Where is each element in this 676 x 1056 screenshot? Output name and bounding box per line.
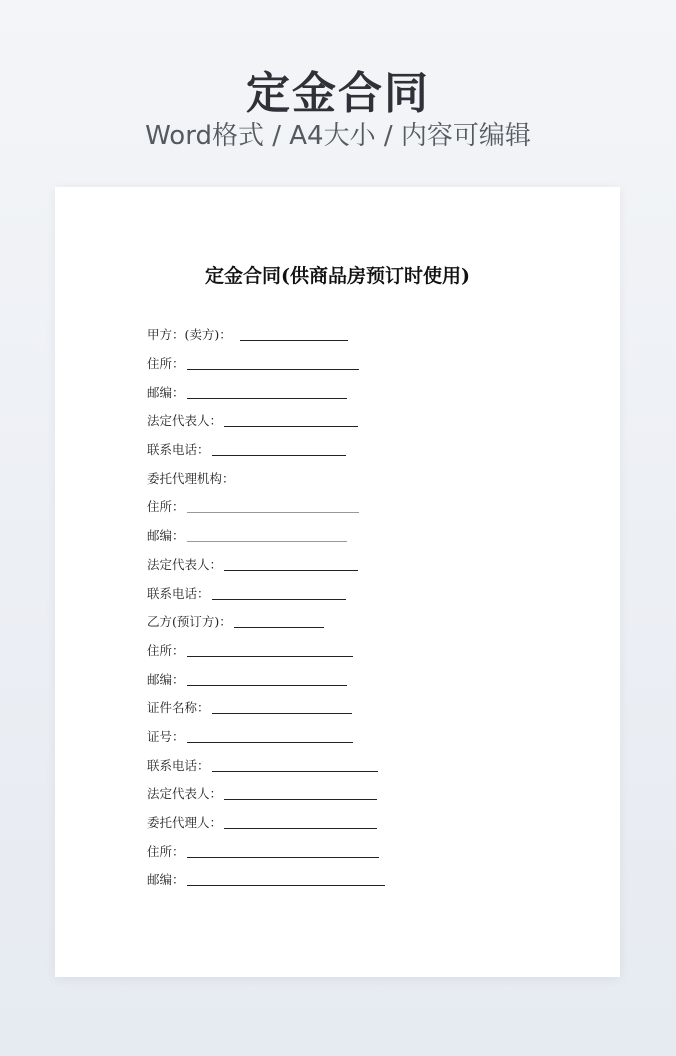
blank-line[interactable] [187,729,353,743]
field-party-a-address [147,349,385,378]
field-party-b-id-number [147,722,385,751]
document-page [55,187,620,977]
contract-fields [147,320,385,894]
field-agency [147,463,385,492]
blank-line[interactable] [224,786,377,800]
field-party-a-phone [147,435,385,464]
blank-line[interactable] [187,672,347,686]
field-party-b [147,607,385,636]
blank-line[interactable] [187,844,379,858]
blank-line[interactable] [234,614,324,628]
blank-line[interactable] [224,557,358,571]
field-party-b-postcode [147,664,385,693]
field-label: 法定代表人： [147,413,223,429]
blank-line[interactable] [187,643,353,657]
blank-line[interactable] [212,442,346,456]
field-party-b-agent-address [147,836,385,865]
field-agency-postcode [147,521,385,550]
field-label: 联系电话： [147,757,210,773]
field-party-b-agent-postcode [147,865,385,894]
blank-line[interactable] [187,385,347,399]
blank-line[interactable] [187,528,347,542]
field-agency-address [147,492,385,521]
field-party-b-id-type [147,693,385,722]
blank-line[interactable] [212,586,346,600]
field-party-b-agent [147,808,385,837]
blank-line[interactable] [187,499,359,513]
field-label: 邮编： [147,671,185,687]
field-label: 联系电话： [147,442,210,458]
blank-line[interactable] [224,815,377,829]
field-label: 邮编： [147,872,185,888]
field-label: 甲方：(卖方)： [147,327,232,343]
field-label: 法定代表人： [147,786,223,802]
field-party-a-legal-rep [147,406,385,435]
field-agency-phone [147,578,385,607]
field-party-a-postcode [147,377,385,406]
field-agency-legal-rep [147,550,385,579]
blank-line[interactable] [187,356,359,370]
blank-line[interactable] [224,413,358,427]
field-party-b-phone [147,750,385,779]
field-label: 邮编： [147,528,185,544]
blank-line[interactable] [240,327,348,341]
field-label: 住所： [147,499,185,515]
banner-subtitle: Word格式 / A4大小 / 内容可编辑 [145,121,531,151]
field-label: 证件名称： [147,700,210,716]
field-label: 法定代表人： [147,556,223,572]
banner-title: 定金合同 [246,68,430,119]
field-party-b-legal-rep [147,779,385,808]
field-label: 住所： [147,642,185,658]
field-label: 委托代理人： [147,815,223,831]
blank-line[interactable] [212,700,352,714]
field-party-b-address [147,636,385,665]
field-label: 住所： [147,843,185,859]
blank-line[interactable] [212,758,378,772]
field-label: 邮编： [147,384,185,400]
document-title: 定金合同(供商品房预订时使用) [205,265,470,287]
blank-line[interactable] [187,872,385,886]
field-label: 联系电话： [147,585,210,601]
field-label: 乙方(预订方)： [147,614,232,630]
field-label: 证号： [147,728,185,744]
field-label: 住所： [147,356,185,372]
field-label: 委托代理机构： [147,470,235,486]
field-party-a [147,320,385,349]
